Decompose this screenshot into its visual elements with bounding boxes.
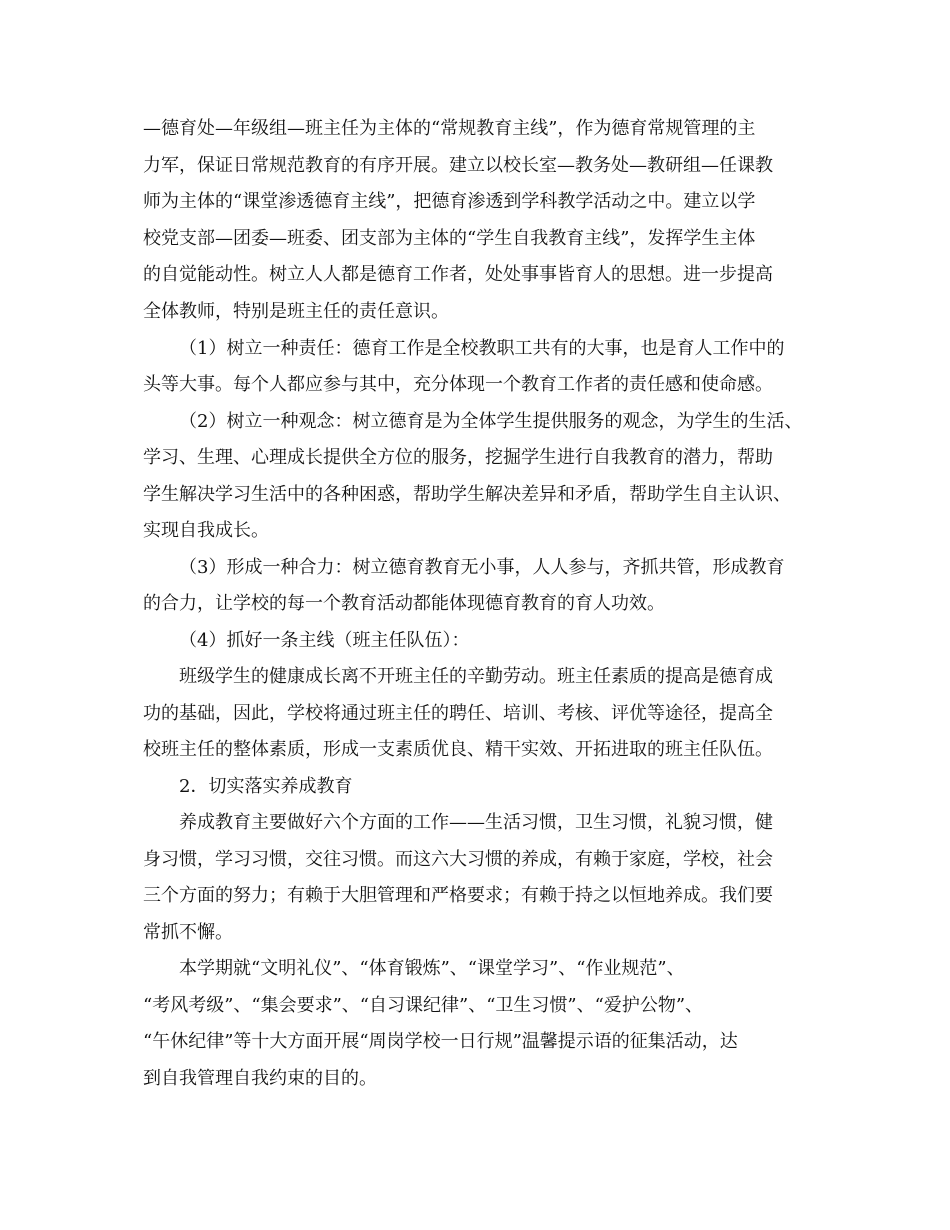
section-heading: 2．切实落实养成教育 (179, 776, 353, 797)
text-line: 三个方面的努力；有赖于大胆管理和严格要求；有赖于持之以恒地养成。我们要 (143, 885, 773, 906)
text-line: 师为主体的“课堂渗透德育主线”，把德育渗透到学科教学活动之中。建立以学 (143, 191, 756, 212)
text-line: 学习、生理、心理成长提供全方位的服务，挖掘学生进行自我教育的潜力，帮助 (143, 447, 773, 468)
text-line: 全体教师，特别是班主任的责任意识。 (143, 301, 449, 322)
text-line: 的合力，让学校的每一个教育活动都能体现德育教育的育人功效。 (143, 593, 665, 614)
text-line: 养成教育主要做好六个方面的工作——生活习惯，卫生习惯，礼貌习惯，健 (179, 812, 773, 833)
text-line: 头等大事。每个人都应参与其中，充分体现一个教育工作者的责任感和使命感。 (143, 374, 773, 395)
text-line: （4）抓好一条主线（班主任队伍）： (179, 630, 470, 651)
text-line: 常抓不懈。 (143, 922, 233, 943)
text-line: 功的基础，因此，学校将通过班主任的聘任、培训、考核、评优等途径，提高全 (143, 703, 773, 724)
text-line: 校党支部—团委—班委、团支部为主体的“学生自我教育主线”，发挥学生主体 (143, 228, 756, 249)
text-line: （3）形成一种合力：树立德育教育无小事，人人参与，齐抓共管，形成教育 (179, 557, 785, 578)
text-line: 本学期就“文明礼仪”、“体育锻炼”、“课堂学习”、“作业规范”、 (179, 958, 685, 979)
text-line: 的自觉能动性。树立人人都是德育工作者，处处事事皆育人的思想。进一步提高 (143, 264, 773, 285)
text-line: 校班主任的整体素质，形成一支素质优良、精干实效、开拓进取的班主任队伍。 (143, 739, 773, 760)
text-line: “考风考级”、“集会要求”、“自习课纪律”、“卫生习惯”、“爱护公物”、 (143, 995, 704, 1016)
text-line: 到自我管理自我约束的目的。 (143, 1068, 377, 1089)
text-line: 班级学生的健康成长离不开班主任的辛勤劳动。班主任素质的提高是德育成 (179, 666, 773, 687)
text-line: （1）树立一种责任：德育工作是全校教职工共有的大事，也是育人工作中的 (179, 338, 785, 359)
text-line: 实现自我成长。 (143, 520, 269, 541)
text-line: 学生解决学习生活中的各种困惑，帮助学生解决差异和矛盾，帮助学生自主认识、 (143, 484, 791, 505)
text-line: （2）树立一种观念：树立德育是为全体学生提供服务的观念，为学生的生活、 (179, 411, 803, 432)
text-line: 力军，保证日常规范教育的有序开展。建立以校长室—教务处—教研组—任课教 (143, 155, 773, 176)
text-line: 身习惯，学习习惯，交往习惯。而这六大习惯的养成，有赖于家庭，学校，社会 (143, 849, 773, 870)
text-line: —德育处—年级组—班主任为主体的“常规教育主线”，作为德育常规管理的主 (143, 118, 756, 139)
text-line: “午休纪律”等十大方面开展“周岗学校一日行规”温馨提示语的征集活动，达 (143, 1031, 738, 1052)
